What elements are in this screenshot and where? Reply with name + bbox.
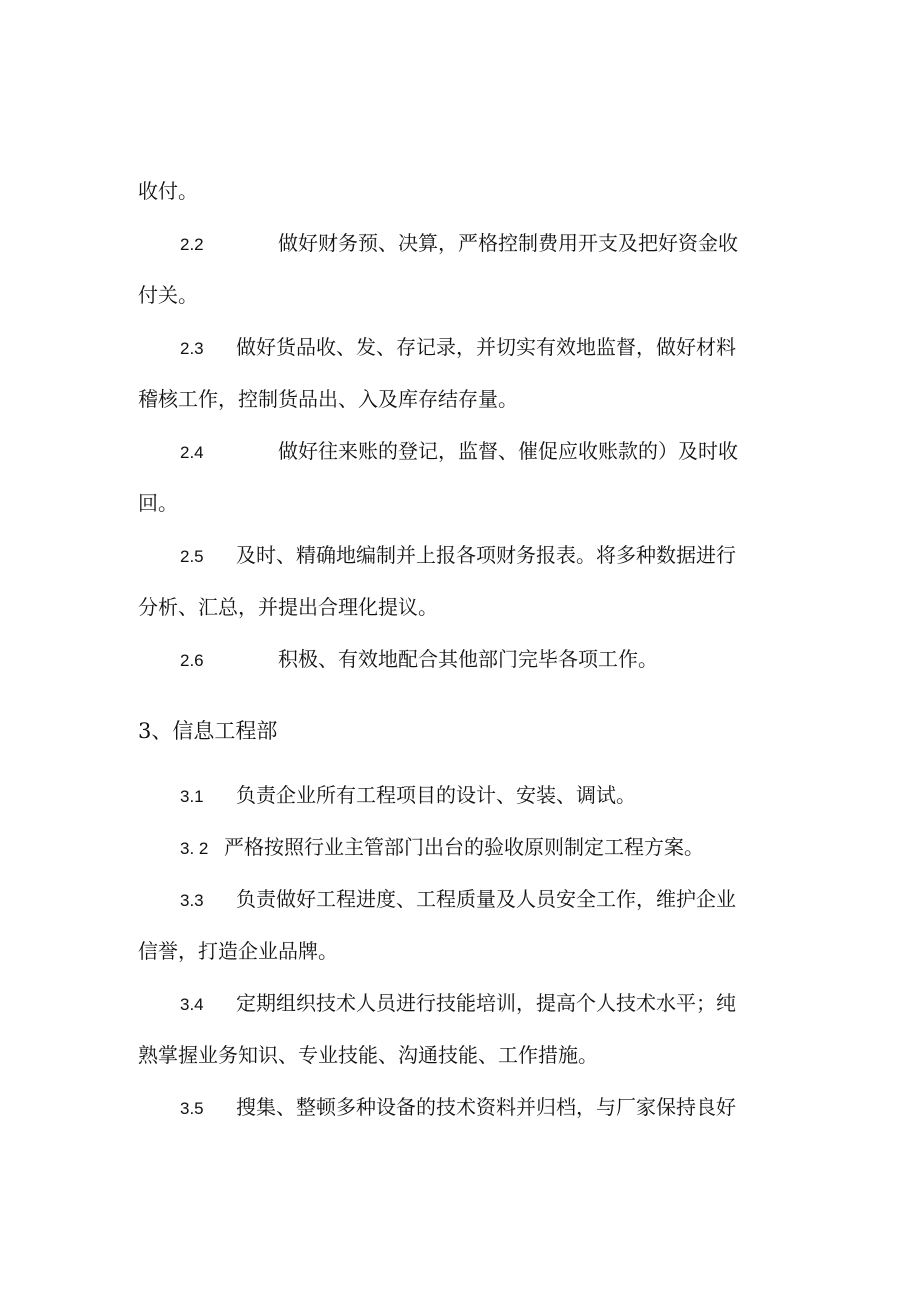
finance-item-2-6: [180, 646, 658, 674]
finance-item-2-2: [180, 230, 738, 258]
finance-item-2-5-cont: 分析、汇总，并提出合理化提议。: [138, 595, 438, 619]
item-number: 3.5: [180, 1099, 204, 1118]
finance-item-2-4: [180, 438, 738, 466]
item-number: 2.6: [180, 651, 204, 670]
finance-item-2-2-cont: 付关。: [138, 283, 198, 307]
item-number: 2.4: [180, 443, 204, 462]
eng-item-3-3: [180, 886, 736, 914]
finance-item-2-5: [180, 542, 736, 570]
item-text: 搜集、整顿多种设备的技术资料并归档，与厂家保持良好: [236, 1095, 736, 1119]
item-number: 2.5: [180, 547, 204, 566]
item-number: 3.4: [180, 995, 204, 1014]
item-number: 3.1: [180, 787, 204, 806]
finance-item-2-3-cont: 稽核工作，控制货品出、入及库存结存量。: [138, 387, 518, 411]
finance-item-2-3: [180, 334, 736, 362]
item-text: 做好往来账的登记，监督、催促应收账款的）及时收: [278, 439, 738, 463]
paragraph-continuation: 收付。: [138, 179, 198, 203]
item-number: 2.2: [180, 235, 204, 254]
item-text: 负责企业所有工程项目的设计、安装、调试。: [236, 783, 636, 807]
item-text: 严格按照行业主管部门出台的验收原则制定工程方案。: [224, 835, 704, 859]
item-text: 定期组织技术人员进行技能培训，提高个人技术水平；纯: [236, 991, 736, 1015]
eng-item-3-2: [180, 834, 704, 862]
item-text: 做好货品收、发、存记录，并切实有效地监督，做好材料: [236, 335, 736, 359]
eng-item-3-1: [180, 782, 636, 810]
eng-item-3-4: [180, 990, 736, 1018]
item-text: 及时、精确地编制并上报各项财务报表。将多种数据进行: [236, 543, 736, 567]
item-number: 3. 2: [180, 839, 209, 858]
item-number: 3.3: [180, 891, 204, 910]
eng-item-3-5: [180, 1094, 736, 1122]
eng-item-3-3-cont: 信誉，打造企业品牌。: [138, 939, 338, 963]
item-text: 做好财务预、决算，严格控制费用开支及把好资金收: [278, 231, 738, 255]
eng-item-3-4-cont: 熟掌握业务知识、专业技能、沟通技能、工作措施。: [138, 1043, 598, 1067]
finance-item-2-4-cont: 回。: [138, 491, 178, 515]
item-text: 负责做好工程进度、工程质量及人员安全工作，维护企业: [236, 887, 736, 911]
section-heading: 3、信息工程部: [138, 719, 278, 743]
item-text: 积极、有效地配合其他部门完毕各项工作。: [278, 647, 658, 671]
item-number: 2.3: [180, 339, 204, 358]
